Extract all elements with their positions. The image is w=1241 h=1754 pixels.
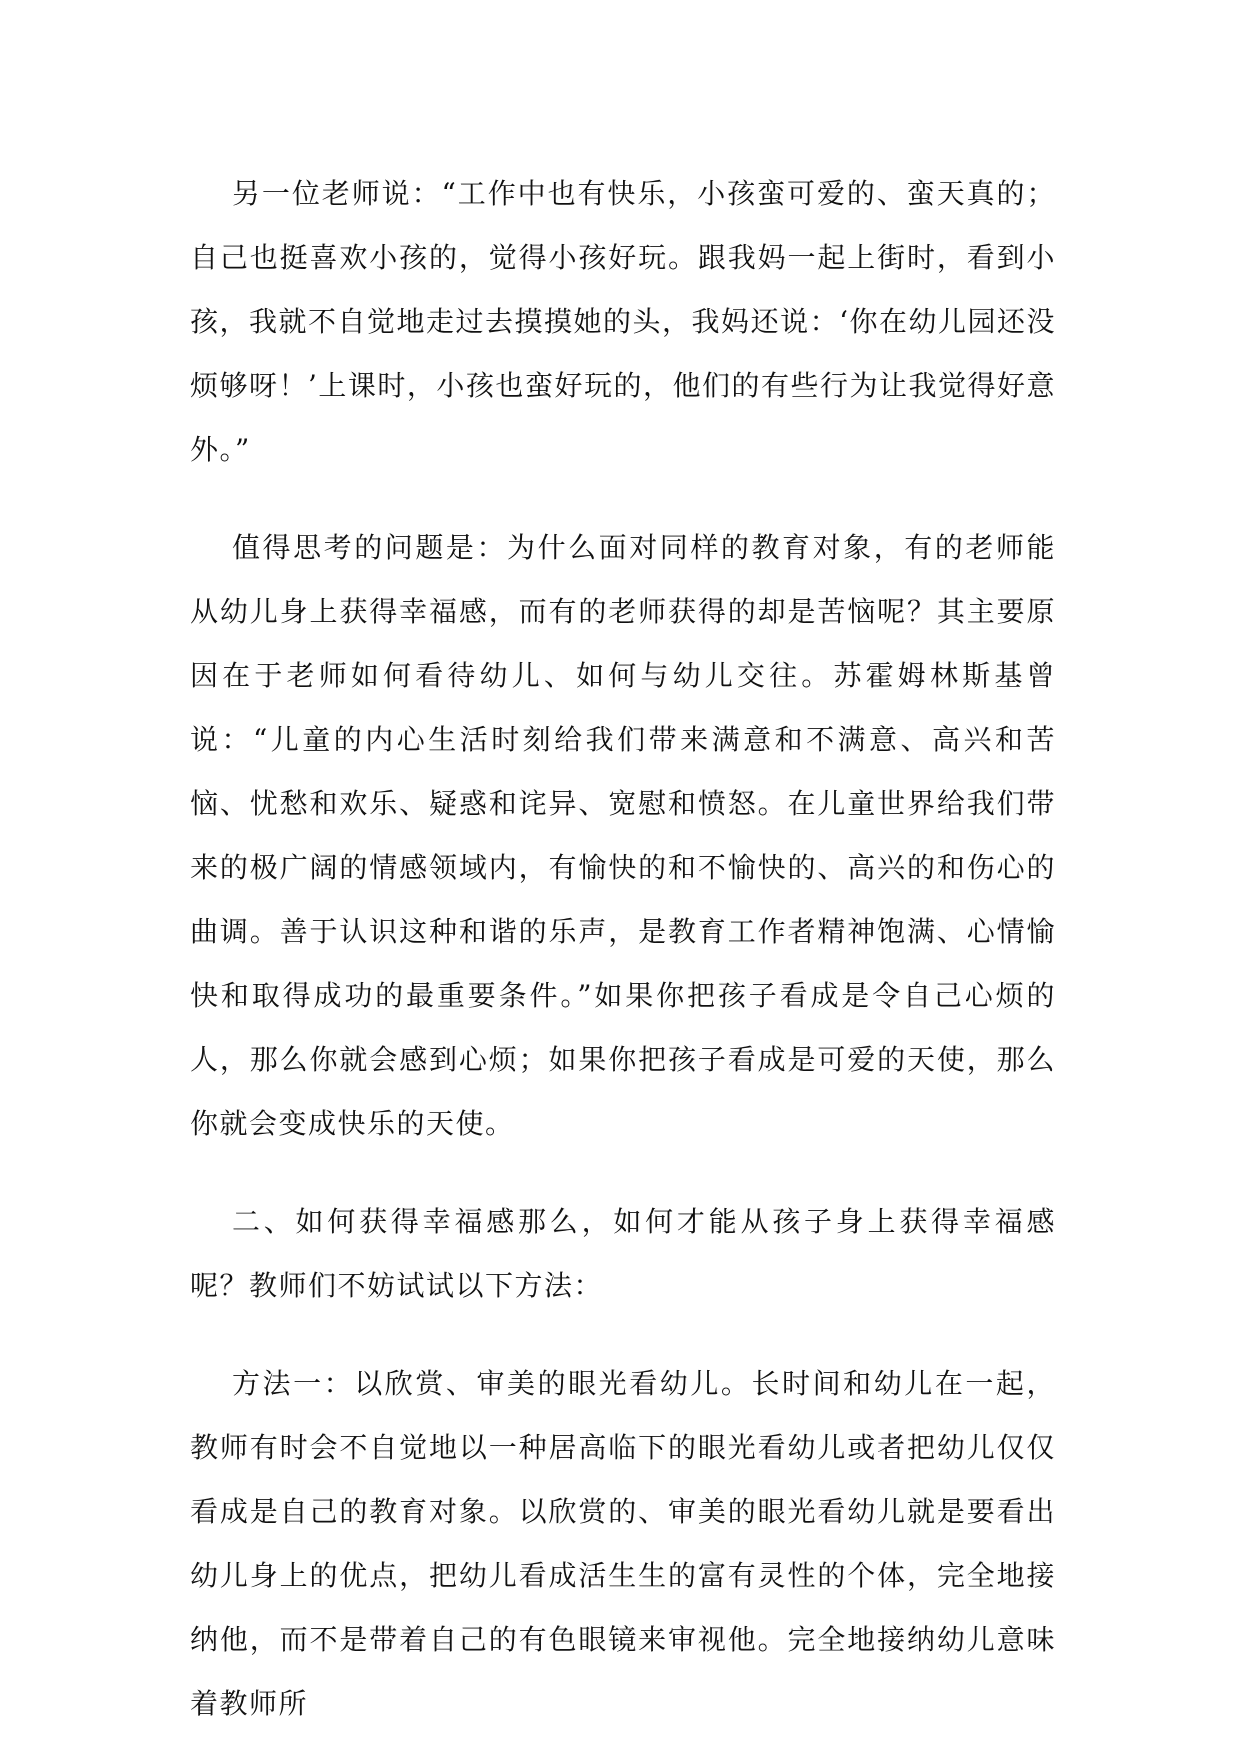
paragraph-teacher-quote: 另一位老师说：“工作中也有快乐，小孩蛮可爱的、蛮天真的；自己也挺喜欢小孩的，觉得小孩好玩。跟我妈一起上街时，看到小孩，我就不自觉地走过去摸摸她的头，我妈还说：‘你在幼儿园还没烦够呀！’上课时，小孩也蛮好玩的，他们的有些行为让我觉得好意外。” [190, 177, 1056, 466]
paragraph-method-one: 方法一：以欣赏、审美的眼光看幼儿。长时间和幼儿在一起，教师有时会不自觉地以一种居高临下的眼光看幼儿或者把幼儿仅仅看成是自己的教育对象。以欣赏的、审美的眼光看幼儿就是要看出幼儿身上的优点，把幼儿看成活生生的富有灵性的个体，完全地接纳他，而不是带着自己的有色眼镜来审视他。完全地接纳幼儿意味着教师所 [190, 1367, 1056, 1720]
paragraph-reflection: 值得思考的问题是：为什么面对同样的教育对象，有的老师能从幼儿身上获得幸福感，而有的老师获得的却是苦恼呢？其主要原因在于老师如何看待幼儿、如何与幼儿交往。苏霍姆林斯基曾说：“儿童的内心生活时刻给我们带来满意和不满意、高兴和苦恼、忧愁和欢乐、疑惑和诧异、宽慰和愤怒。在儿童世界给我们带来的极广阔的情感领域内，有愉快的和不愉快的、高兴的和伤心的曲调。善于认识这种和谐的乐声，是教育工作者精神饱满、心情愉快和取得成功的最重要条件。”如果你把孩子看成是令自己心烦的人，那么你就会感到心烦；如果你把孩子看成是可爱的天使，那么你就会变成快乐的天使。 [190, 531, 1056, 1140]
paragraph-section-heading: 二、如何获得幸福感那么，如何才能从孩子身上获得幸福感呢？教师们不妨试试以下方法： [190, 1205, 1056, 1302]
document-body [190, 162, 1056, 1736]
